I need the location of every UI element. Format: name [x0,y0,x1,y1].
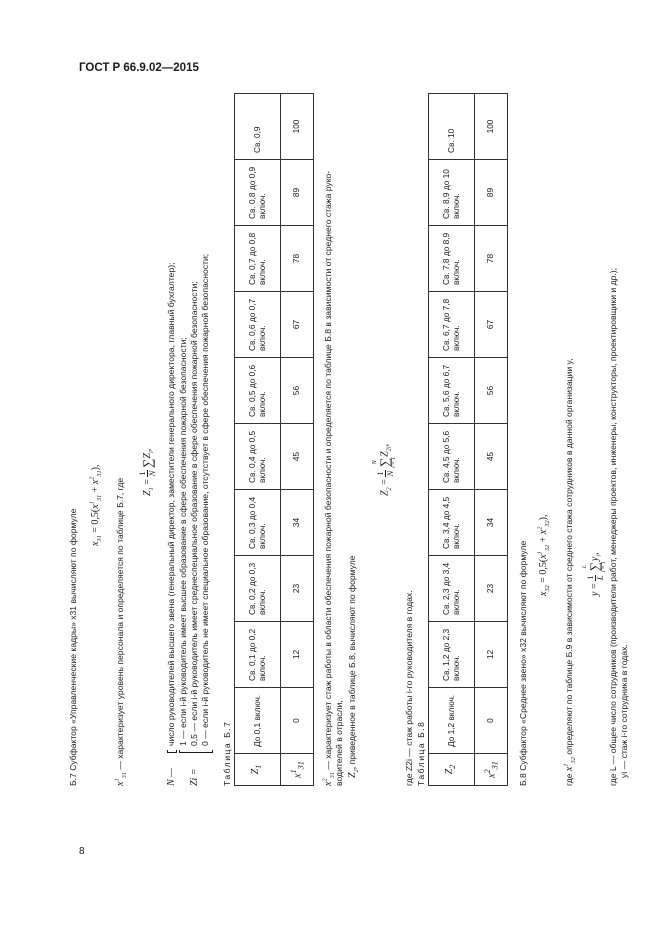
b8-intro: Б.8 Субфактор «Среднее звено» x32 вычисляют по формуле [518,540,528,786]
table-b7-value-cell: 23 [281,556,314,622]
table-b8-value-cell: 67 [475,292,508,358]
z2i-description: где Z2i — стаж работы i-го руководителя в годах. [404,590,414,786]
b7-intro: Б.7 Субфактор «Управленческие кадры» x31 вычисляют по формуле [68,508,78,786]
table-b8-value-cell: 34 [475,490,508,556]
formula-z2: $Z_2$ = 1 N N ∑ i = 1 $Z_{2i}$, [372,443,397,496]
table-b7-head-cell: До 0,1 включ. [235,688,281,754]
table-b7-value-cell: 78 [281,226,314,292]
x31-2-description-cont: водителей в отрасли, [334,700,344,786]
table-b8-head-cell: Св. 3,4 до 4,5 включ. [429,490,475,556]
table-b7-head-cell: Св. 0,2 до 0,3 включ. [235,556,281,622]
table-b7-value-cell: 45 [281,424,314,490]
table-b8-head-cell: До 1,2 включ. [429,688,475,754]
x31-2-description: $x^2_{31}$ — характеризует стаж работы в области обеспечения пожарной безопасности и определяется по таблице Б.8 в зависимости от среднего стажа руко- [321,170,336,786]
zi-label: Zi = [189,768,200,786]
table-b7-head-cell: Св. 0,1 до 0,2 включ. [235,622,281,688]
n-label: N — [166,767,177,786]
table-b7-value-cell: 12 [281,622,314,688]
table-b7-head-cell: Св. 0,8 до 0,9 включ. [235,160,281,226]
n-description: число руководителей высшего звена (генеральный директор, заместители генерального директора, главный бухгалтер); [166,262,176,746]
table-b7-value-cell: 89 [281,160,314,226]
table-b8-head-cell: Св. 6,7 до 7,8 включ. [429,292,475,358]
table-b7-caption: Таблица Б.7 [222,720,232,786]
formula-x31: $x_{31} = 0,5(x^1_{31} + x^2_{31})$, [88,464,103,546]
table-b7-value-cell: 56 [281,358,314,424]
table-b7-row-label-x31: $x^1_{31}$ [281,754,314,786]
z2-description: $Z_2$, приведенное в таблице Б.8, вычисляют по формуле [347,555,360,778]
table-b8-head-row [429,94,475,786]
formula-z1: $Z_1$ = 1 N ∑ $Z_i$, [137,448,157,496]
table-b7-value-cell: 34 [281,490,314,556]
table-b7-value-row [281,94,314,786]
table-b8-head-cell: Св. 4,5 до 5,6 включ. [429,424,475,490]
table-b7 [234,93,314,786]
table-b7-head-cell: Св. 0,4 до 0,5 включ. [235,424,281,490]
table-b7-head-cell: Св. 0,6 до 0,7 включ. [235,292,281,358]
table-b8-value-cell: 100 [475,94,508,160]
table-b7-row-label-z1: $Z_1$ [235,754,281,786]
n-brace [167,750,177,753]
zi-condition-2: 0,5 — если i-й руководитель имеет среднеспециальное образование в сфере обеспечения пожарной безопасности; [189,281,199,746]
table-b8-head-cell: Св. 5,6 до 6,7 включ. [429,358,475,424]
page-number: 8 [79,846,85,857]
table-b8-value-cell: 89 [475,160,508,226]
table-b8-value-cell: 23 [475,556,508,622]
y-description: yi — стаж i-го сотрудника в годах. [619,644,629,778]
table-b7-head-cell: Св. 0,9 [235,94,281,160]
table-b7-value-cell: 100 [281,94,314,160]
x32-description: где $x^1_{32}$ определяют по таблице Б.9 в зависимости от среднего стажа сотрудников в данной организации y, [562,358,577,786]
table-b8-value-cell: 12 [475,622,508,688]
formula-y: y = 1 L L ∑ i = 1 $y_i$, [582,552,607,596]
table-b8-row-label-z2: $Z_2$ [429,754,475,786]
zi-condition-1: 1 — если i-й руководитель имеет высшее образование в сфере обеспечения пожарной безопасности; [178,337,188,746]
table-b8 [428,93,508,786]
table-b7-head-cell: Св. 0,5 до 0,6 включ. [235,358,281,424]
zi-brace [179,750,213,753]
table-b7-value-cell: 0 [281,688,314,754]
l-description: где L — общее число сотрудников (производители работ, менеджеры проектов, инженеры, конструкторы, проектировщики и др.); [608,267,618,786]
zi-condition-3: 0 — если i-й руководитель не имеет специальное образование, отсутствует в сфере обеспечения пожарной безопасности; [200,253,210,746]
table-b8-value-row [475,94,508,786]
x31-1-description: $x^1_{31}$ — характеризует уровень персонала и определяется по таблице Б.7, где [113,477,128,786]
table-b8-head-cell: Св. 2,3 до 3,4 включ. [429,556,475,622]
table-b8-row-label-x31: $x^2_{31}$ [475,754,508,786]
table-b8-value-cell: 56 [475,358,508,424]
table-b7-value-cell: 67 [281,292,314,358]
table-b8-head-cell: Св. 1,2 до 2,3 включ. [429,622,475,688]
table-b8-head-cell: Св. 7,8 до 8,9 включ. [429,226,475,292]
table-b8-caption: Таблица Б.8 [416,720,426,786]
table-b7-head-cell: Св. 0,7 до 0,8 включ. [235,226,281,292]
table-b8-value-cell: 78 [475,226,508,292]
formula-x32: $x_{32} = 0,5(x^1_{32} + x^2_{32})$, [536,514,551,596]
table-b7-head-cell: Св. 0,3 до 0,4 включ. [235,490,281,556]
document-header: ГОСТ Р 66.9.02—2015 [79,62,199,74]
table-b8-head-cell: Св. 10 [429,94,475,160]
rotated-page-content [68,96,628,796]
table-b7-head-row [235,94,281,786]
table-b8-value-cell: 0 [475,688,508,754]
table-b8-head-cell: Св. 8,9 до 10 включ. [429,160,475,226]
table-b8-value-cell: 45 [475,424,508,490]
